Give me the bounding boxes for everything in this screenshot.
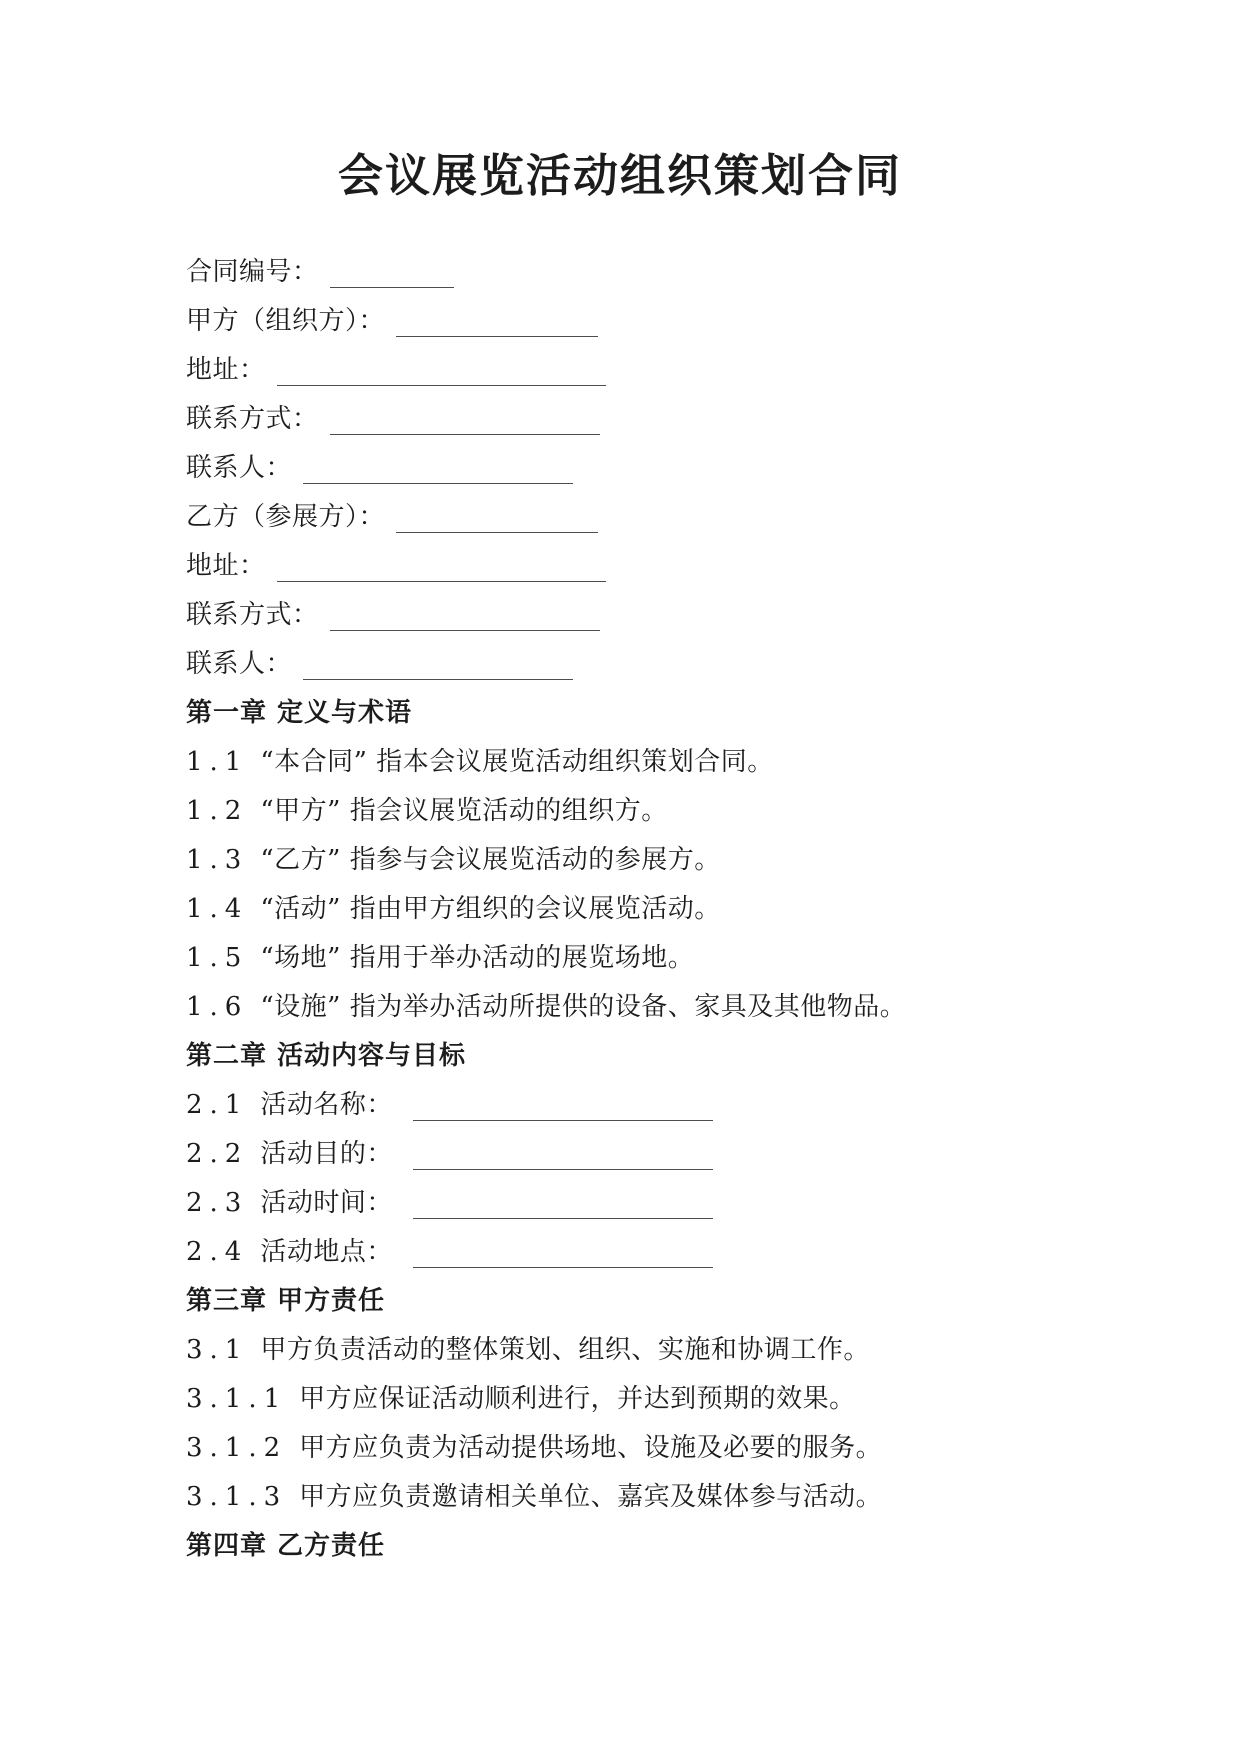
form-field-row bbox=[186, 591, 1130, 640]
blank-underline bbox=[396, 302, 598, 337]
field-label: 地址： bbox=[186, 551, 266, 581]
clause-paragraph bbox=[186, 1375, 1130, 1424]
field-label: 合同编号： bbox=[186, 257, 319, 287]
section-heading: 第四章 乙方责任 bbox=[186, 1531, 386, 1561]
form-field-row bbox=[186, 1081, 1130, 1130]
clause-number: 3.1.1 bbox=[186, 1384, 288, 1414]
clause-paragraph bbox=[186, 1473, 1130, 1522]
form-field-row bbox=[186, 248, 1130, 297]
blank-underline bbox=[330, 400, 600, 435]
clause-paragraph bbox=[186, 787, 1130, 836]
form-field-row bbox=[186, 1228, 1130, 1277]
clause-text: “场地” 指用于举办活动的展览场地。 bbox=[260, 943, 695, 973]
blank-underline bbox=[277, 547, 606, 582]
blank-underline bbox=[413, 1086, 713, 1121]
clause-text: 甲方负责活动的整体策划、组织、实施和协调工作。 bbox=[260, 1335, 870, 1365]
clause-number: 2.1 bbox=[186, 1090, 249, 1120]
field-label: 联系方式： bbox=[186, 600, 319, 630]
blank-underline bbox=[413, 1233, 713, 1268]
clause-text: 甲方应负责为活动提供场地、设施及必要的服务。 bbox=[299, 1433, 883, 1463]
field-label: 地址： bbox=[186, 355, 266, 385]
clause-number: 3.1 bbox=[186, 1335, 249, 1365]
clause-number: 3.1.3 bbox=[186, 1482, 288, 1512]
clause-text: “本合同” 指本会议展览活动组织策划合同。 bbox=[260, 747, 774, 777]
field-label: 活动时间： bbox=[260, 1188, 393, 1218]
clause-paragraph bbox=[186, 836, 1130, 885]
section-heading: 第一章 定义与术语 bbox=[186, 698, 413, 728]
clause-paragraph bbox=[186, 738, 1130, 787]
form-field-row bbox=[186, 297, 1130, 346]
clause-paragraph bbox=[186, 885, 1130, 934]
clause-number: 2.3 bbox=[186, 1188, 249, 1218]
blank-underline bbox=[303, 645, 573, 680]
blank-underline bbox=[413, 1184, 713, 1219]
clause-paragraph bbox=[186, 934, 1130, 983]
blank-underline bbox=[303, 449, 573, 484]
document-body bbox=[186, 248, 1130, 1571]
section-heading: 第三章 甲方责任 bbox=[186, 1286, 386, 1316]
clause-number: 1.1 bbox=[186, 747, 249, 777]
field-label: 联系方式： bbox=[186, 404, 319, 434]
clause-paragraph bbox=[186, 983, 1130, 1032]
clause-number: 1.2 bbox=[186, 796, 249, 826]
clause-paragraph bbox=[186, 1326, 1130, 1375]
blank-underline bbox=[277, 351, 606, 386]
clause-text: “活动” 指由甲方组织的会议展览活动。 bbox=[260, 894, 721, 924]
document-title: 会议展览活动组织策划合同 bbox=[337, 149, 902, 202]
form-field-row bbox=[186, 1179, 1130, 1228]
form-field-row bbox=[186, 346, 1130, 395]
blank-underline bbox=[413, 1135, 713, 1170]
form-field-row bbox=[186, 444, 1130, 493]
field-label: 活动目的： bbox=[260, 1139, 393, 1169]
clause-text: 甲方应负责邀请相关单位、嘉宾及媒体参与活动。 bbox=[299, 1482, 883, 1512]
blank-underline bbox=[330, 253, 454, 288]
field-label: 联系人： bbox=[186, 649, 293, 679]
clause-text: “甲方” 指会议展览活动的组织方。 bbox=[260, 796, 668, 826]
clause-text: “乙方” 指参与会议展览活动的参展方。 bbox=[260, 845, 721, 875]
field-label: 乙方（参展方）： bbox=[186, 502, 386, 532]
clause-text: “设施” 指为举办活动所提供的设备、家具及其他物品。 bbox=[260, 992, 907, 1022]
clause-number: 3.1.2 bbox=[186, 1433, 288, 1463]
section-heading: 第二章 活动内容与目标 bbox=[186, 1041, 467, 1071]
field-label: 联系人： bbox=[186, 453, 293, 483]
field-label: 活动地点： bbox=[260, 1237, 393, 1267]
clause-number: 1.5 bbox=[186, 943, 249, 973]
clause-number: 1.4 bbox=[186, 894, 249, 924]
form-field-row bbox=[186, 1130, 1130, 1179]
clause-number: 1.6 bbox=[186, 992, 249, 1022]
clause-number: 1.3 bbox=[186, 845, 249, 875]
form-field-row bbox=[186, 493, 1130, 542]
blank-underline bbox=[396, 498, 598, 533]
form-field-row bbox=[186, 542, 1130, 591]
form-field-row bbox=[186, 395, 1130, 444]
field-label: 活动名称： bbox=[260, 1090, 393, 1120]
form-field-row bbox=[186, 640, 1130, 689]
clause-number: 2.2 bbox=[186, 1139, 249, 1169]
blank-underline bbox=[330, 596, 600, 631]
clause-paragraph bbox=[186, 1424, 1130, 1473]
clause-number: 2.4 bbox=[186, 1237, 249, 1267]
clause-text: 甲方应保证活动顺利进行，并达到预期的效果。 bbox=[299, 1384, 856, 1414]
field-label: 甲方（组织方）： bbox=[186, 306, 386, 336]
